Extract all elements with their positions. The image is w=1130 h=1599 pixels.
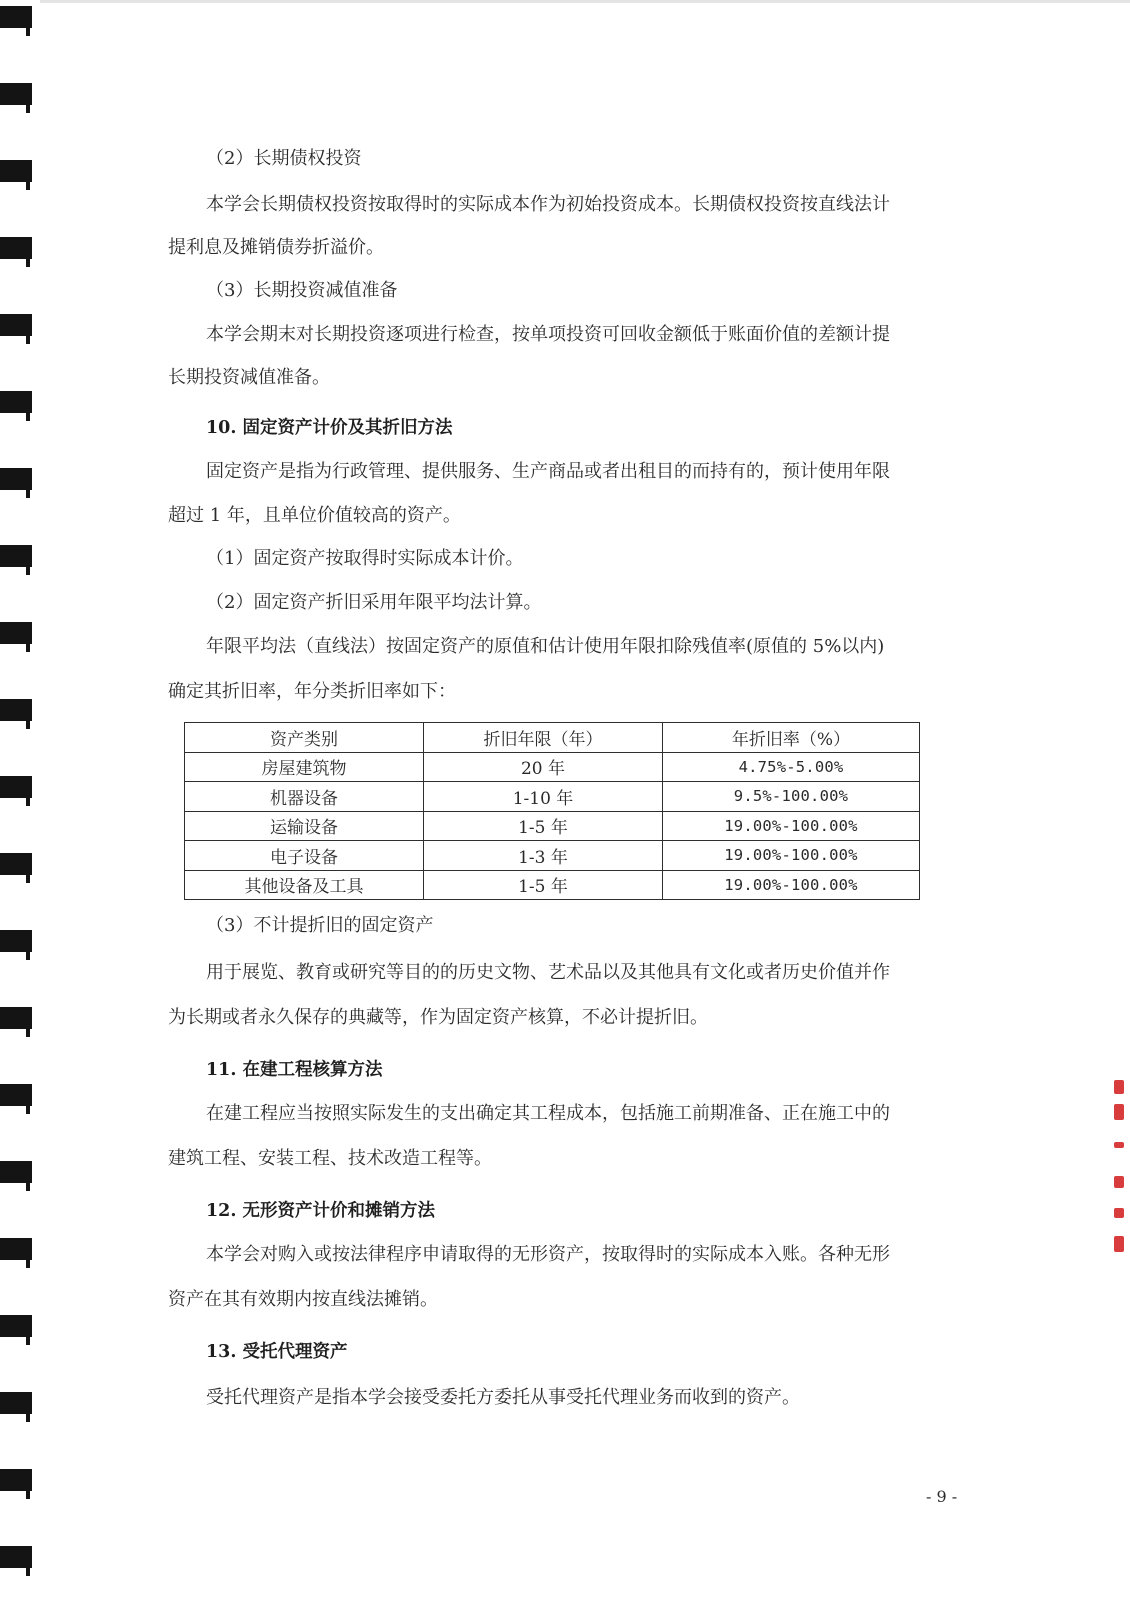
- binding-hole-mark: [0, 314, 36, 344]
- paragraph-line: 提利息及摊销债券折溢价。: [168, 237, 384, 258]
- table-cell: 20 年: [424, 752, 663, 782]
- section-heading-13: 13. 受托代理资产: [206, 1342, 348, 1362]
- table-row: [185, 841, 920, 871]
- table-cell: 19.00%-100.00%: [663, 811, 920, 841]
- paragraph-line: 本学会长期债权投资按取得时的实际成本作为初始投资成本。长期债权投资按直线法计: [206, 194, 890, 215]
- table-row: [185, 870, 920, 900]
- table-row: [185, 811, 920, 841]
- binding-hole-mark: [0, 391, 36, 421]
- table-cell: 运输设备: [185, 811, 424, 841]
- list-item: （3）不计提折旧的固定资产: [206, 915, 434, 936]
- table-cell: 9.5%-100.00%: [663, 782, 920, 812]
- list-item: （1）固定资产按取得时实际成本计价。: [206, 548, 524, 569]
- binding-hole-mark: [0, 468, 36, 498]
- table-cell: 19.00%-100.00%: [663, 870, 920, 900]
- table-cell: 1-5 年: [424, 811, 663, 841]
- binding-hole-mark: [0, 622, 36, 652]
- paragraph-line: 确定其折旧率，年分类折旧率如下：: [168, 681, 456, 702]
- table-cell: 1-3 年: [424, 841, 663, 871]
- binding-hole-mark: [0, 1007, 36, 1037]
- binding-hole-mark: [0, 699, 36, 729]
- paragraph-line: 固定资产是指为行政管理、提供服务、生产商品或者出租目的而持有的，预计使用年限: [206, 461, 890, 482]
- binding-hole-mark: [0, 83, 36, 113]
- table-row: [185, 752, 920, 782]
- paragraph-line: 本学会期末对长期投资逐项进行检查，按单项投资可回收金额低于账面价值的差额计提: [206, 324, 890, 345]
- table-cell: 1-5 年: [424, 870, 663, 900]
- binding-hole-mark: [0, 6, 36, 36]
- paragraph-line: 在建工程应当按照实际发生的支出确定其工程成本，包括施工前期准备、正在施工中的: [206, 1103, 890, 1124]
- table-cell: 其他设备及工具: [185, 870, 424, 900]
- binding-hole-mark: [0, 237, 36, 267]
- binding-hole-mark: [0, 1546, 36, 1576]
- paragraph-line: 资产在其有效期内按直线法摊销。: [168, 1289, 438, 1310]
- table-row: [185, 782, 920, 812]
- binding-hole-mark: [0, 1469, 36, 1499]
- subheading-impairment: （3）长期投资减值准备: [206, 280, 398, 301]
- paragraph-line: 长期投资减值准备。: [168, 367, 330, 388]
- paragraph-line: 超过 1 年，且单位价值较高的资产。: [168, 505, 461, 526]
- binding-hole-mark: [0, 160, 36, 190]
- table-cell: 房屋建筑物: [185, 752, 424, 782]
- list-item: （2）固定资产折旧采用年限平均法计算。: [206, 592, 542, 613]
- binding-hole-mark: [0, 1315, 36, 1345]
- paragraph-line: 为长期或者永久保存的典藏等，作为固定资产核算，不必计提折旧。: [168, 1007, 708, 1028]
- section-heading-11: 11. 在建工程核算方法: [206, 1060, 383, 1080]
- binding-hole-mark: [0, 1238, 36, 1268]
- table-cell: 机器设备: [185, 782, 424, 812]
- depreciation-table: [184, 722, 920, 900]
- red-seal-stamp: [1114, 1080, 1130, 1270]
- page-number: - 9 -: [926, 1487, 958, 1506]
- paragraph-line: 受托代理资产是指本学会接受委托方委托从事受托代理业务而收到的资产。: [206, 1387, 800, 1408]
- binding-hole-mark: [0, 1161, 36, 1191]
- binding-hole-mark: [0, 1084, 36, 1114]
- binding-hole-mark: [0, 545, 36, 575]
- section-heading-12: 12. 无形资产计价和摊销方法: [206, 1201, 436, 1221]
- paragraph-line: 本学会对购入或按法律程序申请取得的无形资产，按取得时的实际成本入账。各种无形: [206, 1244, 890, 1265]
- binding-hole-mark: [0, 776, 36, 806]
- table-header-cell: 折旧年限（年）: [424, 723, 663, 753]
- subheading-long-term-debt: （2）长期债权投资: [206, 148, 362, 169]
- binding-hole-mark: [0, 853, 36, 883]
- table-header-cell: 年折旧率（%）: [663, 723, 920, 753]
- section-heading-10: 10. 固定资产计价及其折旧方法: [206, 418, 453, 438]
- table-cell: 1-10 年: [424, 782, 663, 812]
- table-cell: 电子设备: [185, 841, 424, 871]
- paragraph-line: 用于展览、教育或研究等目的的历史文物、艺术品以及其他具有文化或者历史价值并作: [206, 962, 890, 983]
- table-cell: 4.75%-5.00%: [663, 752, 920, 782]
- binding-hole-mark: [0, 930, 36, 960]
- table-header-cell: 资产类别: [185, 723, 424, 753]
- binding-holes: [0, 0, 40, 1599]
- page-top-edge: [40, 0, 1130, 3]
- table-header-row: [185, 723, 920, 753]
- paragraph-line: 建筑工程、安装工程、技术改造工程等。: [168, 1148, 492, 1169]
- binding-hole-mark: [0, 1392, 36, 1422]
- paragraph-line: 年限平均法（直线法）按固定资产的原值和估计使用年限扣除残值率(原值的 5%以内): [206, 636, 885, 657]
- table-cell: 19.00%-100.00%: [663, 841, 920, 871]
